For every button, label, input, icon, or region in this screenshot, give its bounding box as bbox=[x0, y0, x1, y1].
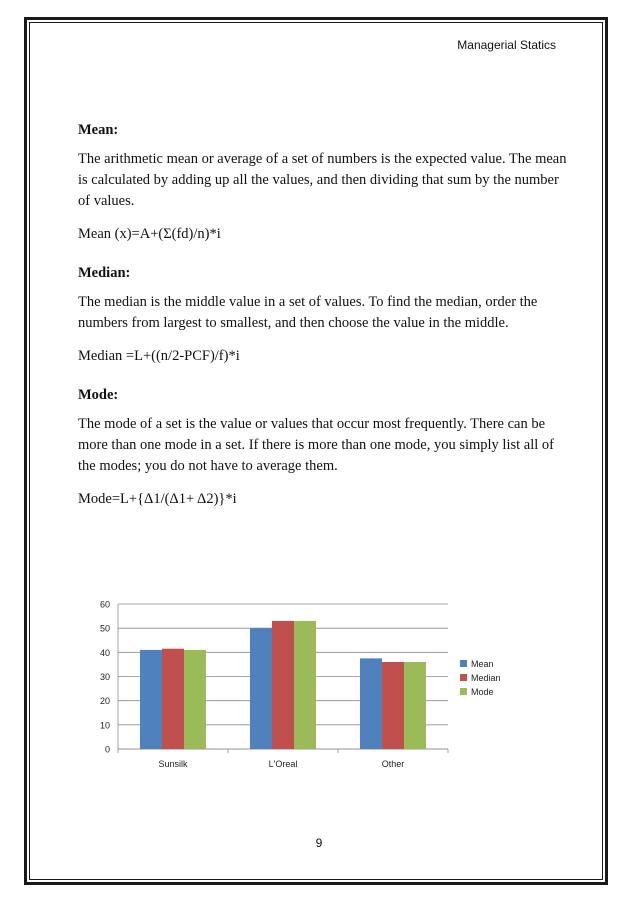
header-title: Managerial Statics bbox=[457, 38, 556, 52]
section-body: The mode of a set is the value or values that occur most frequently. There can be more than one mode in a set. If there is more than one mode, you simply list all of the modes; you do not have to average them. bbox=[78, 416, 554, 474]
bar bbox=[382, 662, 404, 749]
y-tick-label: 0 bbox=[104, 744, 110, 755]
section-formula: Mode=L+{Δ1/(Δ1+ Δ2)}*i bbox=[78, 491, 237, 507]
y-tick-label: 60 bbox=[99, 599, 110, 610]
bar bbox=[140, 650, 162, 749]
x-tick-label: Other bbox=[381, 759, 405, 769]
bar bbox=[272, 621, 294, 749]
section-heading: Median: bbox=[78, 265, 131, 281]
section-formula: Mean (x)=A+(Σ(fd)/n)*i bbox=[78, 226, 221, 242]
page-number: 9 bbox=[315, 836, 323, 850]
legend-swatch bbox=[460, 674, 467, 681]
y-tick-label: 30 bbox=[99, 672, 110, 682]
section-mode bbox=[78, 385, 568, 510]
bar bbox=[294, 621, 316, 749]
bar bbox=[250, 628, 272, 749]
chart-container bbox=[78, 590, 558, 775]
y-tick-label: 10 bbox=[99, 720, 110, 731]
section-median bbox=[78, 263, 568, 367]
legend-swatch bbox=[460, 688, 467, 695]
document-body bbox=[78, 120, 568, 528]
x-tick-label: Sunsilk bbox=[158, 759, 188, 769]
section-mean bbox=[78, 120, 568, 245]
legend-swatch bbox=[460, 660, 467, 667]
bar bbox=[404, 662, 426, 749]
bar bbox=[162, 649, 184, 749]
x-tick-label: L'Oreal bbox=[268, 759, 298, 769]
legend-label: Mode bbox=[471, 687, 494, 697]
y-tick-label: 50 bbox=[99, 623, 110, 634]
section-body: The arithmetic mean or average of a set of numbers is the expected value. The mean is calculated by adding up all the values, and then dividing that sum by the number of values. bbox=[78, 151, 567, 209]
legend-label: Mean bbox=[471, 659, 494, 669]
section-formula: Median =L+((n/2-PCF)/f)*i bbox=[78, 348, 240, 364]
bar bbox=[184, 650, 206, 749]
y-tick-label: 20 bbox=[99, 696, 110, 707]
section-body: The median is the middle value in a set of values. To find the median, order the numbers from largest to smallest, and then choose the value in the middle. bbox=[78, 294, 538, 331]
y-tick-label: 40 bbox=[99, 647, 110, 658]
bar-chart bbox=[78, 590, 558, 775]
section-heading: Mean: bbox=[78, 122, 119, 138]
legend-label: Median bbox=[471, 673, 501, 683]
bar bbox=[360, 658, 382, 749]
section-heading: Mode: bbox=[78, 387, 119, 403]
